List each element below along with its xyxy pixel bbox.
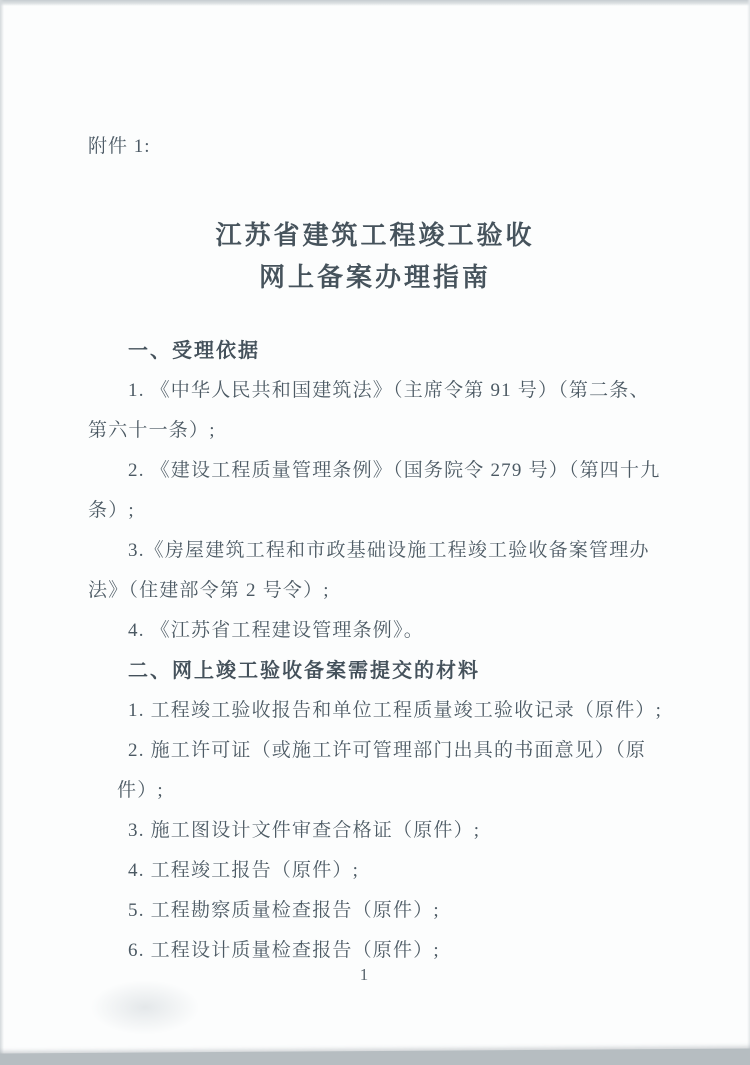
section-1-item-3-line-1: 3.《房屋建筑工程和市政基础设施工程竣工验收备案管理办 xyxy=(128,540,650,561)
section-1-item-2-line-2: 条）; xyxy=(88,500,135,521)
section-2-heading: 二、网上竣工验收备案需提交的材料 xyxy=(128,660,480,682)
attachment-label: 附件 1: xyxy=(88,136,151,157)
section-1-item-3-line-2: 法》（住建部令第 2 号令）; xyxy=(88,580,330,601)
scan-edge-left xyxy=(0,0,4,1065)
document-title-line1: 江苏省建筑工程竣工验收 xyxy=(215,220,535,250)
section-2-item-3-line-1: 3. 施工图设计文件审查合格证（原件）; xyxy=(128,820,481,841)
section-2-item-5-line-1: 5. 工程勘察质量检查报告（原件）; xyxy=(128,900,440,921)
page-number: 1 xyxy=(359,965,369,984)
section-1-item-2-line-1: 2. 《建设工程质量管理条例》（国务院令 279 号）（第四十九 xyxy=(128,460,661,481)
scan-edge-bottom xyxy=(0,1048,750,1065)
section-1-item-1-line-1: 1. 《中华人民共和国建筑法》（主席令第 91 号）（第二条、 xyxy=(128,380,650,401)
document-body xyxy=(88,331,668,971)
section-2-item-2-line-2: 件）; xyxy=(117,780,164,801)
scan-edge-top xyxy=(0,0,750,6)
section-1-item-4-line-1: 4. 《江苏省工程建设管理条例》。 xyxy=(128,620,424,641)
section-2-item-2-line-1: 2. 施工许可证（或施工许可管理部门出具的书面意见）（原 xyxy=(128,740,647,761)
section-1-item-1-line-2: 第六十一条）; xyxy=(88,420,216,441)
scan-smudge xyxy=(90,980,200,1035)
section-2-item-1-line-1: 1. 工程竣工验收报告和单位工程质量竣工验收记录（原件）; xyxy=(128,700,663,721)
document-title xyxy=(0,214,750,298)
section-2-item-6-line-1: 6. 工程设计质量检查报告（原件）; xyxy=(128,940,440,961)
document-title-line2: 网上备案办理指南 xyxy=(258,262,491,292)
section-2-item-4-line-1: 4. 工程竣工报告（原件）; xyxy=(128,860,360,881)
section-1-heading: 一、受理依据 xyxy=(128,340,260,362)
